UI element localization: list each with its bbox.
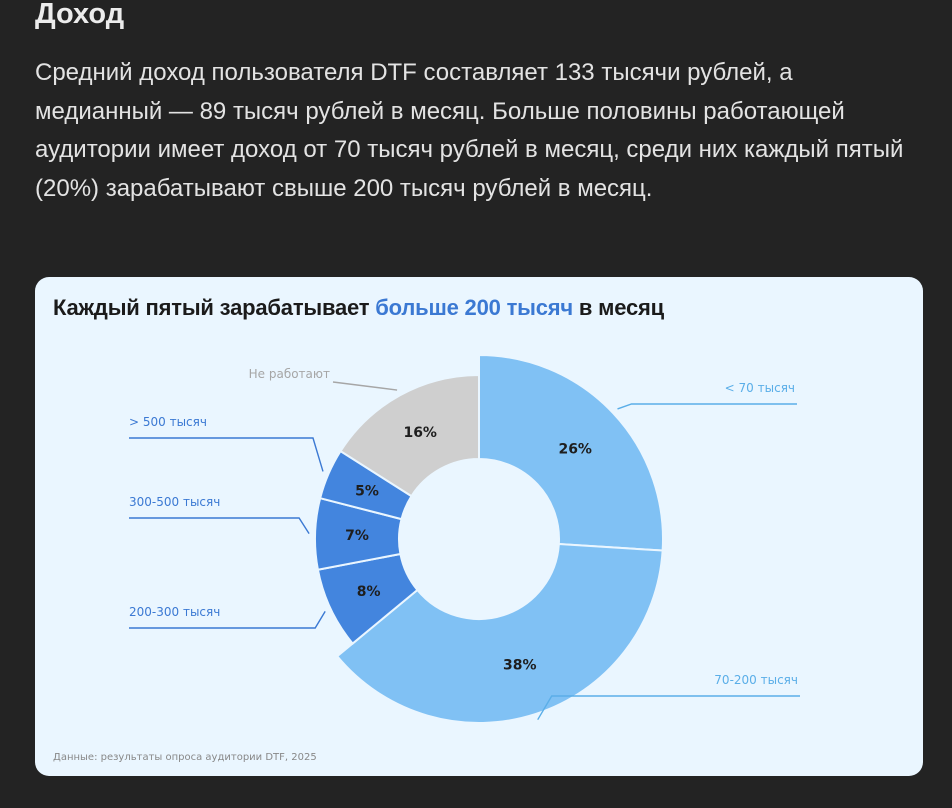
section-title: Доход [35,0,125,30]
slice-label-300-500-тысяч: 300-500 тысяч [129,495,221,509]
leader-line-не-работают [333,382,397,390]
slice-value-70-200-тысяч: 38% [503,657,537,674]
slice-value-70-тысяч: 26% [558,441,592,458]
donut-chart [35,277,923,776]
slice-value-500-тысяч: 5% [355,483,379,500]
slice-label-70-тысяч: < 70 тысяч [724,381,795,395]
leader-line-70-тысяч [618,404,797,409]
chart-source: Данные: результаты опроса аудитории DTF, 2025 [53,752,317,763]
slice-label-70-200-тысяч: 70-200 тысяч [714,673,798,687]
chart-title-part-1: Каждый пятый зарабатывает [53,295,376,320]
chart-title-highlight: больше 200 тысяч [375,295,573,320]
slice-label-200-300-тысяч: 200-300 тысяч [129,605,221,619]
leader-line-300-500-тысяч [129,518,309,534]
leader-line-70-200-тысяч [538,696,800,720]
slice-label-не-работают: Не работают [248,367,330,381]
slice-label-500-тысяч: > 500 тысяч [129,415,207,429]
leader-line-500-тысяч [129,438,323,471]
slice-value-не-работают: 16% [403,425,437,442]
slice-value-200-300-тысяч: 8% [356,583,381,600]
chart-card [35,277,923,776]
chart-title-part-3: в месяц [573,295,664,320]
slice-value-300-500-тысяч: 7% [345,528,369,545]
article-paragraph: Средний доход пользователя DTF составляет 133 тысячи рублей, а медианный — 89 тысяч рублей в месяц. Больше половины работающей аудитории имеет доход от 70 тысяч рублей в месяц, среди них каждый пятый (20%) зарабатывают свыше 200 тысяч рублей в месяц. [35,59,904,202]
